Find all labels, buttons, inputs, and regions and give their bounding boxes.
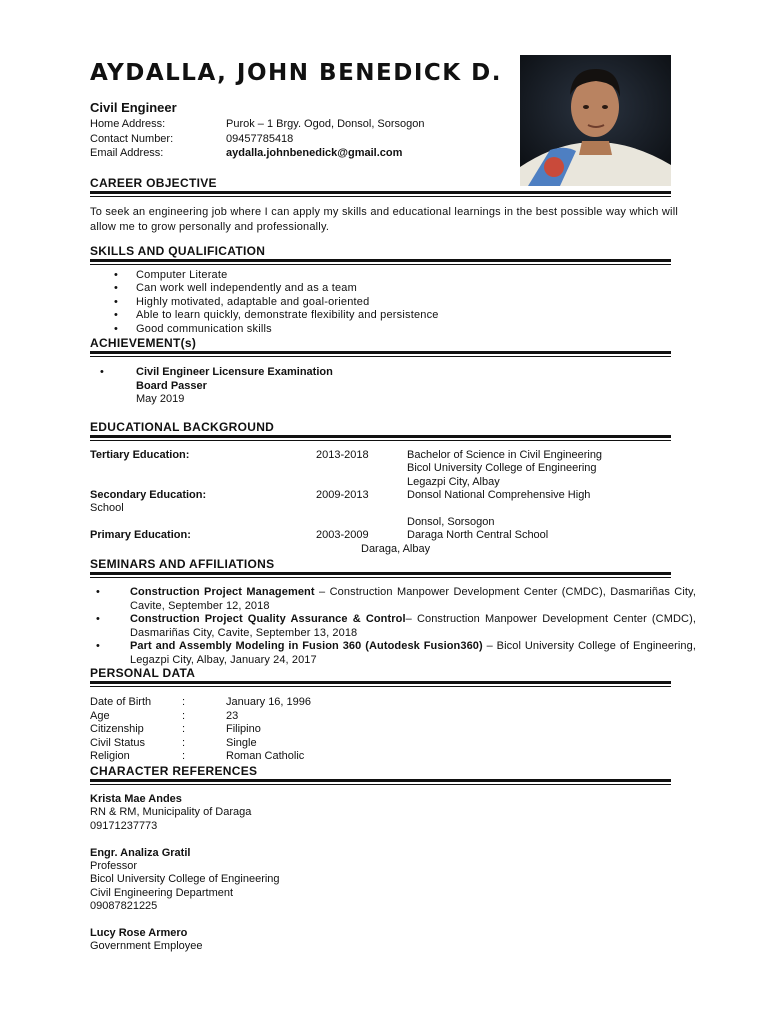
education-school: Donsol National Comprehensive High (407, 489, 591, 501)
reference-line: 09087821225 (90, 900, 158, 913)
personal-row (90, 737, 311, 751)
reference-line: Professor (90, 860, 138, 873)
contact-row-address (90, 117, 425, 132)
list-item (90, 613, 696, 640)
section-skills: SKILLS AND QUALIFICATION (90, 244, 671, 262)
contact-block (90, 117, 425, 161)
applicant-name: AYDALLA, JOHN BENEDICK D. (90, 60, 502, 86)
personal-key: Civil Status (90, 736, 146, 749)
personal-key: Date of Birth (90, 696, 152, 708)
list-item: • Able to learn quickly, demonstrate flexibility and persistence (90, 309, 690, 322)
list-item: • Can work well independently and as a team (90, 282, 690, 295)
education-school-wrap: School (90, 502, 124, 514)
education-level: Secondary Education: (90, 489, 207, 501)
achievement-date: May 2019 (136, 393, 185, 405)
home-address: Purok – 1 Brgy. Ogod, Donsol, Sorsogon (226, 118, 425, 130)
seminar-title: Construction Project Management (130, 586, 315, 598)
achievement-subtitle: Board Passer (136, 379, 207, 392)
education-school: Daraga North Central School (407, 529, 549, 541)
bullet-icon: • (100, 366, 104, 378)
education-school: Bicol University College of Engineering (407, 462, 597, 474)
education-level: Primary Education: (90, 529, 191, 541)
list-item (90, 640, 696, 667)
list-item: • Good communication skills (90, 323, 690, 336)
achievement-title: Civil Engineer Licensure Examination (136, 366, 333, 378)
personal-value: 23 (226, 709, 239, 722)
profile-photo-graphic (520, 55, 671, 186)
reference-name: Engr. Analiza Gratil (90, 846, 191, 859)
personal-row (90, 723, 311, 737)
reference-name: Krista Mae Andes (90, 793, 182, 805)
seminar-details: – Bicol University College of Engineering, Legazpi City, Albay, January 24, 2017 (130, 640, 696, 666)
section-seminars: SEMINARS AND AFFILIATIONS (90, 557, 671, 575)
achievement-item (90, 366, 333, 407)
personal-value: Roman Catholic (226, 750, 305, 762)
section-references: CHARACTER REFERENCES (90, 764, 671, 782)
personal-row (90, 696, 311, 710)
section-career-objective: CAREER OBJECTIVE (90, 176, 671, 194)
career-objective-text: To seek an engineering job where I can apply my skills and educational learnings in the best possible way which will allow me to grow personally and professionally. (90, 206, 678, 233)
personal-sep: : (182, 750, 186, 762)
profile-photo (520, 55, 671, 186)
list-item: • Computer Literate (90, 269, 690, 282)
email-address: aydalla.johnbenedick@gmail.com (226, 147, 403, 159)
reference-line: Bicol University College of Engineering (90, 873, 280, 886)
contact-number: 09457785418 (226, 132, 294, 145)
skills-list (90, 269, 690, 336)
seminar-details: – Construction Manpower Development Center (CMDC), Dasmariñas City, Cavite, September 12, 2018 (130, 586, 696, 612)
references-list (90, 793, 280, 967)
education-level: Tertiary Education: (90, 449, 190, 461)
personal-value: Filipino (226, 723, 261, 735)
reference-line: RN & RM, Municipality of Daraga (90, 806, 252, 819)
reference-line: Government Employee (90, 940, 203, 953)
personal-sep: : (182, 709, 186, 722)
personal-value: January 16, 1996 (226, 696, 312, 708)
seminar-details: – Construction Manpower Development Center (CMDC), Dasmariñas City, Cavite, September 13, 2018 (130, 613, 696, 639)
reference-entry (90, 793, 280, 833)
reference-entry (90, 847, 280, 914)
reference-line: Civil Engineering Department (90, 886, 234, 899)
education-years: 2003-2009 (316, 529, 369, 541)
personal-key: Age (90, 709, 110, 722)
personal-sep: : (182, 723, 186, 735)
reference-line: 09171237773 (90, 819, 158, 832)
seminar-title: Construction Project Quality Assurance & Control (130, 613, 406, 625)
list-item: • Highly motivated, adaptable and goal-oriented (90, 296, 690, 309)
personal-sep: : (182, 736, 186, 749)
education-location: Daraga, Albay (361, 543, 431, 555)
seminars-list (90, 586, 696, 667)
list-item (90, 586, 696, 613)
contact-row-email (90, 146, 425, 161)
personal-value: Single (226, 736, 257, 749)
section-personal-data: PERSONAL DATA (90, 666, 671, 684)
section-education: EDUCATIONAL BACKGROUND (90, 420, 671, 438)
reference-name: Lucy Rose Armero (90, 927, 188, 940)
reference-entry (90, 927, 280, 954)
personal-key: Citizenship (90, 723, 144, 735)
education-degree: Bachelor of Science in Civil Engineering (407, 449, 603, 461)
education-years: 2013-2018 (316, 449, 369, 461)
seminar-title: Part and Assembly Modeling in Fusion 360 (Autodesk Fusion360) (130, 640, 483, 652)
section-achievements: ACHIEVEMENT(s) (90, 336, 671, 354)
personal-key: Religion (90, 750, 130, 762)
personal-row (90, 710, 311, 724)
contact-label: Email Address: (90, 147, 164, 159)
education-years: 2009-2013 (316, 489, 369, 501)
personal-row (90, 750, 311, 764)
contact-row-phone (90, 132, 425, 147)
contact-label: Home Address: (90, 118, 166, 130)
job-title: Civil Engineer (90, 100, 177, 115)
contact-label: Contact Number: (90, 132, 174, 145)
personal-sep: : (182, 696, 186, 708)
personal-data-table (90, 696, 311, 764)
education-location: Legazpi City, Albay (407, 476, 500, 488)
education-location: Donsol, Sorsogon (407, 516, 495, 528)
